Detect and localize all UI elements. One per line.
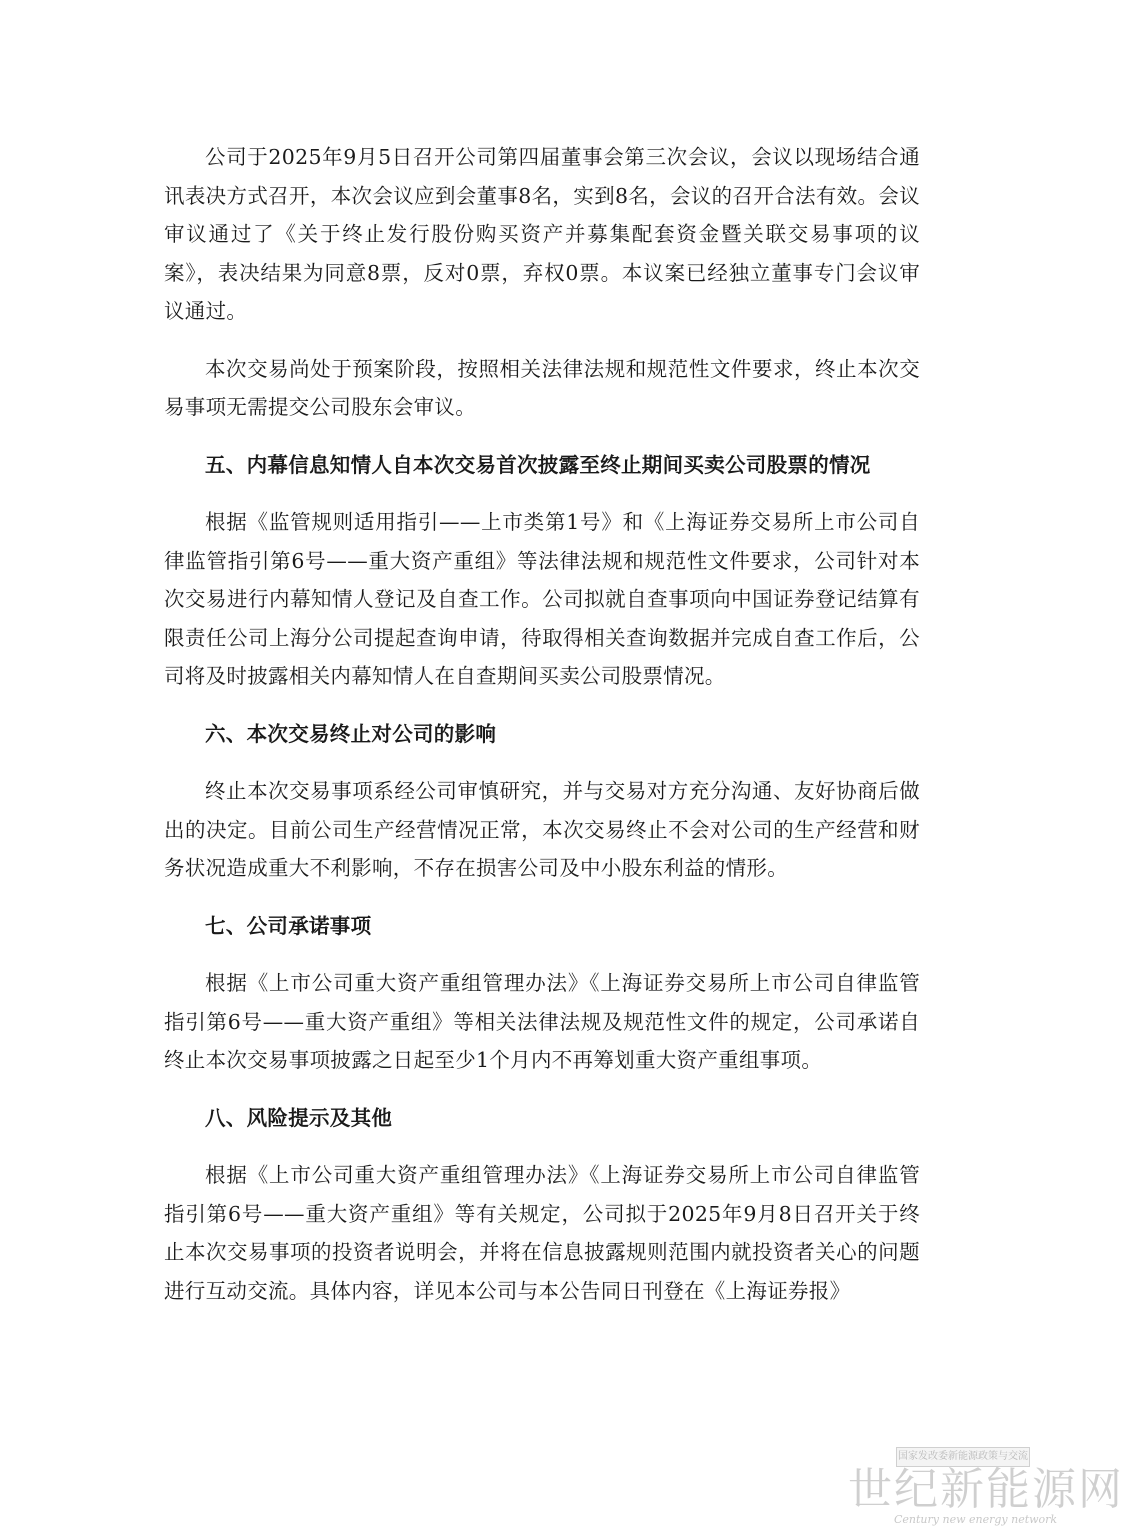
paragraph-board-meeting: 公司于2025年9月5日召开公司第四届董事会第三次会议，会议以现场结合通讯表决方式召开，本次会议应到会董事8名，实到8名，会议的召开合法有效。会议审议通过了《关于终止发行股份购买资产并募集配套资金暨关联交易事项的议案》，表决结果为同意8票，反对0票，弃权0票。本议案已经独立董事专门会议审议通过。: [164, 145, 920, 323]
paragraph-insider-check: 根据《监管规则适用指引——上市类第1号》和《上海证券交易所上市公司自律监管指引第6号——重大资产重组》等法律法规和规范性文件要求，公司针对本次交易进行内幕知情人登记及自查工作。公司拟就自查事项向中国证券登记结算有限责任公司上海分公司提起查询申请，待取得相关查询数据并完成自查工作后，公司将及时披露相关内幕知情人在自查期间买卖公司股票情况。: [164, 510, 920, 688]
watermark-sub-text: Century new energy network: [894, 1513, 1058, 1526]
section-heading-8: 八、风险提示及其他: [205, 1105, 393, 1130]
section-heading-7: 七、公司承诺事项: [205, 913, 372, 938]
paragraph-risk-notice: 根据《上市公司重大资产重组管理办法》《上海证券交易所上市公司自律监管指引第6号——重大资产重组》等有关规定，公司拟于2025年9月8日召开关于终止本次交易事项的投资者说明会，并将在信息披露规则范围内就投资者关心的问题进行互动交流。具体内容，详见本公司与本公告同日刊登在《上海证券报》: [164, 1163, 920, 1303]
watermark-logo: [848, 1447, 1124, 1527]
section-heading-6: 六、本次交易终止对公司的影响: [205, 721, 497, 746]
paragraph-approval-status: 本次交易尚处于预案阶段，按照相关法律法规和规范性文件要求，终止本次交易事项无需提交公司股东会审议。: [164, 356, 920, 419]
paragraph-impact: 终止本次交易事项系经公司审慎研究，并与交易对方充分沟通、友好协商后做出的决定。目前公司生产经营情况正常，本次交易终止不会对公司的生产经营和财务状况造成重大不利影响，不存在损害公司及中小股东利益的情形。: [164, 779, 920, 880]
watermark-top-text: 国家发改委新能源政策与交流: [896, 1447, 1030, 1467]
document-body: [164, 138, 920, 1310]
watermark-main-text: 世纪新能源网: [848, 1464, 1124, 1515]
section-heading-5: 五、内幕信息知情人自本次交易首次披露至终止期间买卖公司股票的情况: [205, 452, 871, 477]
paragraph-commitment: 根据《上市公司重大资产重组管理办法》《上海证券交易所上市公司自律监管指引第6号——重大资产重组》等相关法律法规及规范性文件的规定，公司承诺自终止本次交易事项披露之日起至少1个月内不再筹划重大资产重组事项。: [164, 971, 920, 1072]
